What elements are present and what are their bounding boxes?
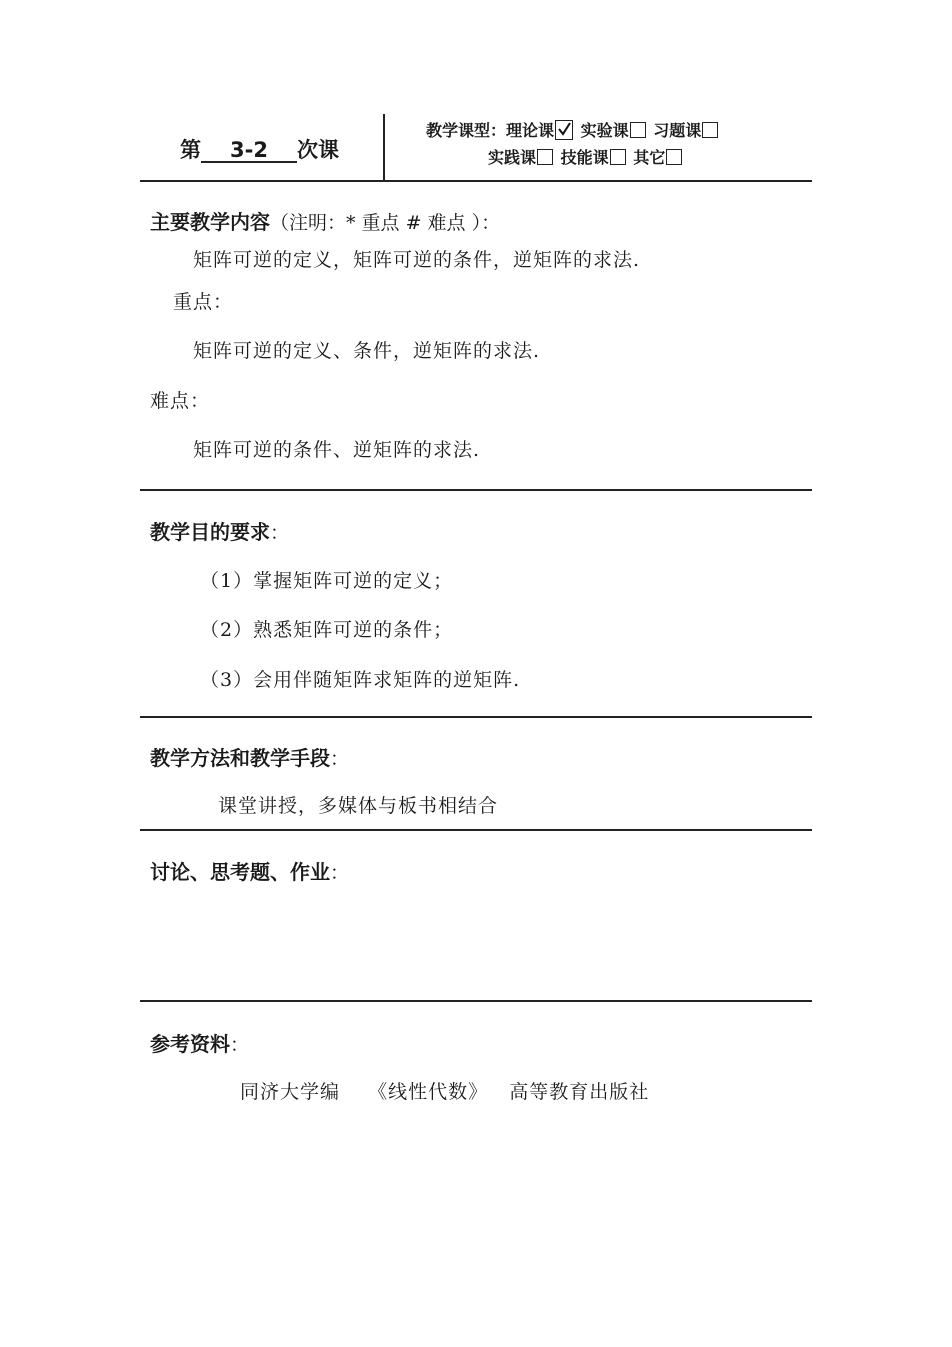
course-type-label: 教学课型： bbox=[426, 121, 507, 140]
references-heading: 参考资料 bbox=[150, 1032, 230, 1056]
type-theory-label: 理论课 bbox=[506, 121, 555, 140]
divider-3 bbox=[140, 716, 812, 718]
main-content-heading: 主要教学内容 bbox=[150, 210, 270, 234]
lesson-number: 3-2 bbox=[201, 139, 297, 163]
divider-2 bbox=[140, 489, 812, 491]
type-other-label: 其它 bbox=[633, 148, 666, 167]
lesson-prefix: 第 bbox=[180, 138, 201, 162]
type-exercise-label: 习题课 bbox=[653, 121, 702, 140]
header-divider bbox=[383, 114, 385, 180]
type-lab-checkbox-icon[interactable] bbox=[630, 122, 646, 138]
discussion-heading-line bbox=[150, 856, 349, 885]
type-theory-checkbox-checked-icon[interactable] bbox=[555, 120, 573, 140]
key-points-label: 重点： bbox=[173, 291, 234, 313]
course-type-row-2 bbox=[488, 145, 684, 168]
key-points-text: 矩阵可逆的定义、条件，逆矩阵的求法. bbox=[193, 340, 541, 362]
difficult-points-text: 矩阵可逆的条件、逆矩阵的求法. bbox=[193, 439, 481, 461]
type-lab-label: 实验课 bbox=[580, 121, 629, 140]
divider-1 bbox=[140, 180, 812, 182]
difficult-points-label: 难点： bbox=[150, 390, 211, 412]
type-exercise-checkbox-icon[interactable] bbox=[702, 122, 718, 138]
methods-heading: 教学方法和教学手段 bbox=[150, 746, 330, 770]
course-type-row-1 bbox=[426, 118, 720, 141]
type-practice-checkbox-icon[interactable] bbox=[537, 149, 553, 165]
divider-5 bbox=[140, 1000, 812, 1002]
type-skill-checkbox-icon[interactable] bbox=[610, 149, 626, 165]
lesson-number-line bbox=[180, 134, 339, 164]
objectives-heading-line bbox=[150, 516, 289, 545]
objectives-colon: ： bbox=[270, 522, 290, 544]
objectives-heading: 教学目的要求 bbox=[150, 520, 270, 544]
discussion-colon: ： bbox=[330, 862, 350, 884]
references-heading-line bbox=[150, 1028, 249, 1057]
references-colon: ： bbox=[230, 1034, 250, 1056]
objective-item-1: （1）掌握矩阵可逆的定义； bbox=[200, 570, 454, 592]
methods-text: 课堂讲授，多媒体与板书相结合 bbox=[218, 795, 499, 817]
lesson-suffix: 次课 bbox=[297, 138, 339, 162]
main-content-note: （注明：* 重点 # 难点 ）： bbox=[270, 212, 501, 234]
type-other-checkbox-icon[interactable] bbox=[666, 149, 682, 165]
main-content-summary: 矩阵可逆的定义，矩阵可逆的条件，逆矩阵的求法. bbox=[193, 249, 641, 271]
objective-item-3: （3）会用伴随矩阵求矩阵的逆矩阵. bbox=[200, 669, 521, 691]
objective-item-2: （2）熟悉矩阵可逆的条件； bbox=[200, 619, 454, 641]
methods-heading-line bbox=[150, 742, 349, 771]
divider-4 bbox=[140, 829, 812, 831]
methods-colon: ： bbox=[330, 748, 350, 770]
main-content-heading-line bbox=[150, 206, 500, 235]
type-skill-label: 技能课 bbox=[560, 148, 609, 167]
discussion-heading: 讨论、思考题、作业 bbox=[150, 860, 330, 884]
references-text: 同济大学编 《线性代数》 高等教育出版社 bbox=[240, 1081, 650, 1103]
type-practice-label: 实践课 bbox=[488, 148, 537, 167]
